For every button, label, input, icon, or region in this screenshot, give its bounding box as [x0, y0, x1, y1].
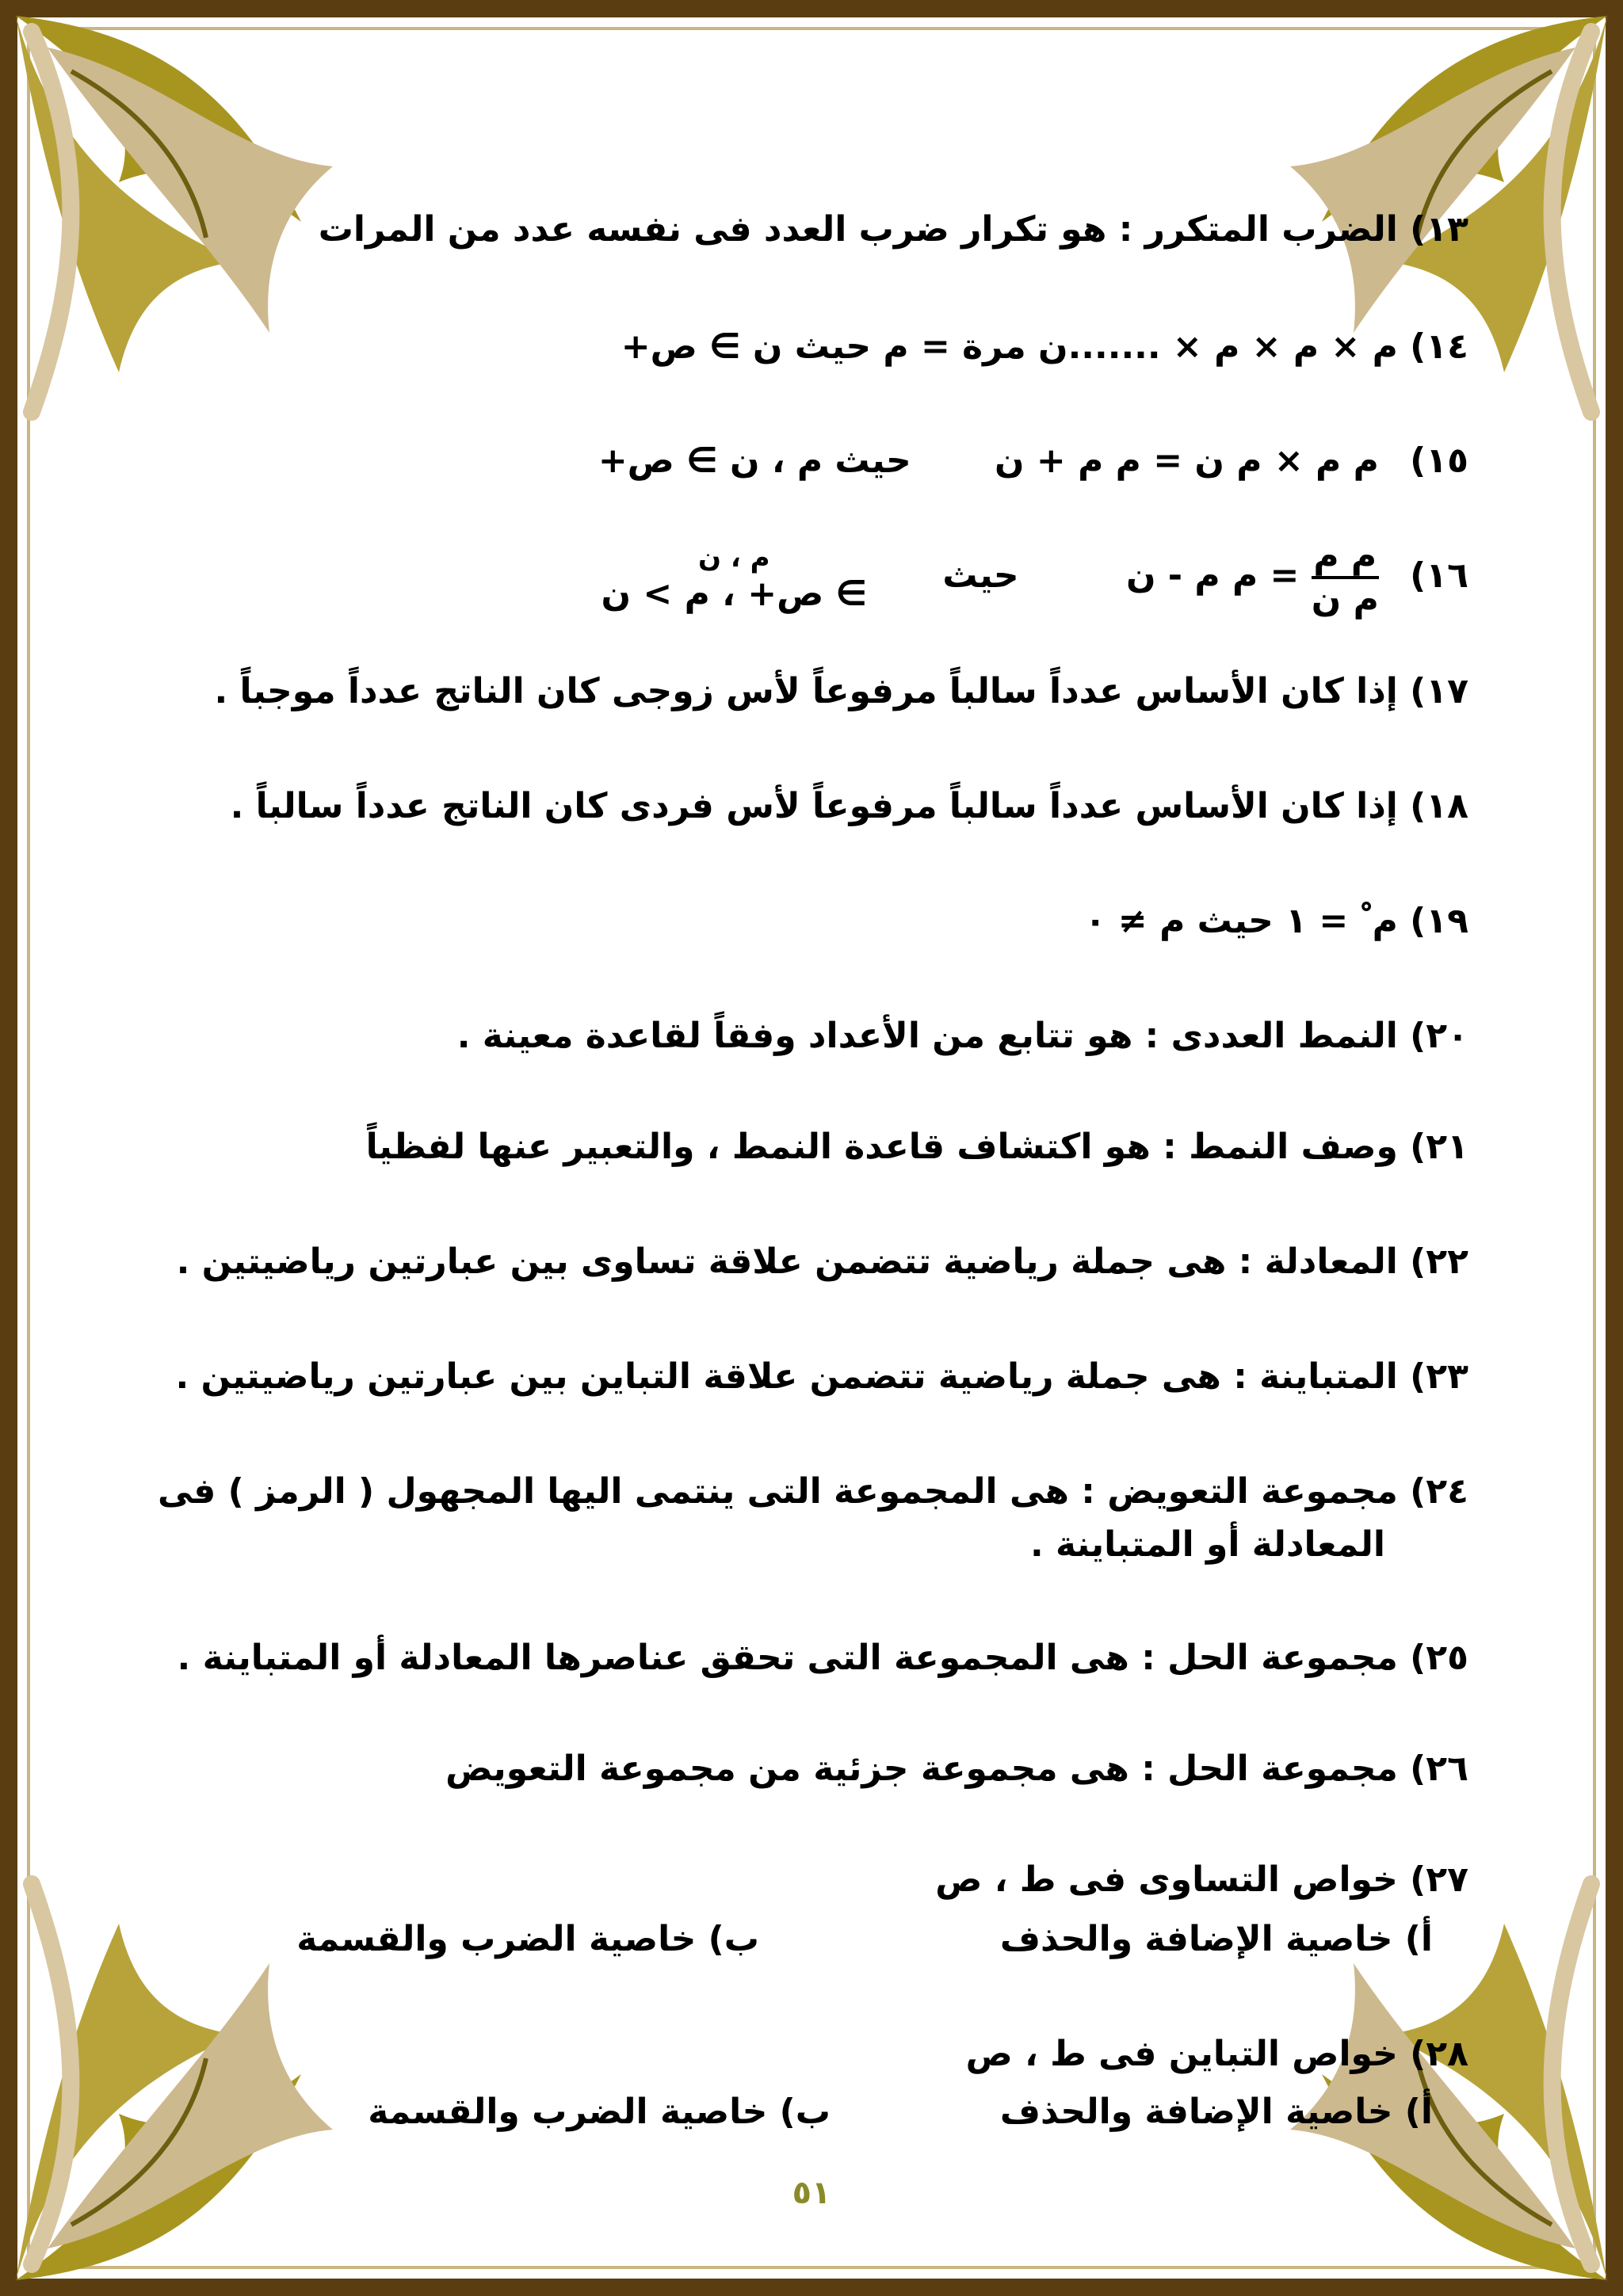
item-24: ٢٤) مجموعة التعويض : هى المجموعة التى ينتمى اليها المجهول ( الرمز ) فى	[158, 1471, 1468, 1512]
item-27-b: ب) خاصية الضرب والقسمة	[296, 1919, 759, 1959]
item-23: ٢٣) المتباينة : هى جملة رياضية تتضمن علاقة التباين بين عبارتين رياضيتين .	[175, 1356, 1468, 1397]
item-27-a: أ) خاصية الإضافة والحذف	[999, 1919, 1433, 1959]
item-15-expression: م م × م ن = م م + ن	[995, 441, 1379, 481]
item-27: ٢٧) خواص التساوى فى ط ، ص	[935, 1859, 1468, 1900]
item-28-a: أ) خاصية الإضافة والحذف	[999, 2092, 1433, 2132]
item-15	[598, 441, 1468, 481]
item-14: ١٤) م × م × م × .......ن مرة = م حيث ن ∋ ص+	[621, 326, 1468, 367]
item-21: ٢١) وصف النمط : هو اكتشاف قاعدة النمط ، والتعبير عنها لفظياً	[365, 1127, 1468, 1167]
item-15-condition: حيث م ، ن ∋ ص+	[598, 441, 911, 481]
item-28: ٢٨) خواص التباين فى ط ، ص	[965, 2034, 1468, 2074]
item-16	[601, 536, 1468, 620]
item-16-denominator: م ن	[1312, 576, 1379, 620]
item-16-label: ١٦)	[1410, 555, 1468, 596]
item-22: ٢٢) المعادلة : هى جملة رياضية تتضمن علاقة تساوى بين عبارتين رياضيتين .	[176, 1241, 1468, 1282]
item-16-where: حيث	[942, 555, 1019, 596]
item-16-condition: ∋ ص+ ، م > ن	[601, 573, 868, 614]
item-26: ٢٦) مجموعة الحل : هى مجموعة جزئية من مجموعة التعويض	[445, 1749, 1468, 1789]
item-16-rhs: = م م - ن	[1125, 555, 1300, 596]
item-16-condition-top: م ، ن	[698, 541, 770, 574]
item-16-numerator: م م	[1313, 536, 1377, 576]
item-16-condition-block	[601, 542, 867, 614]
item-16-fraction	[1312, 536, 1379, 620]
item-15-label: ١٥)	[1410, 441, 1468, 481]
item-13: ١٣) الضرب المتكرر : هو تكرار ضرب العدد فى نفسه عدد من المرات	[318, 209, 1468, 250]
item-17: ١٧) إذا كان الأساس عدداً سالباً مرفوعاً لأس زوجى كان الناتج عدداً موجباً .	[214, 671, 1468, 711]
item-18: ١٨) إذا كان الأساس عدداً سالباً مرفوعاً لأس فردى كان الناتج عدداً سالباً .	[230, 786, 1468, 826]
item-24-continuation: المعادلة أو المتباينة .	[1029, 1524, 1385, 1565]
item-20: ٢٠) النمط العددى : هو تتابع من الأعداد وفقاً لقاعدة معينة .	[456, 1016, 1468, 1056]
page-number: ٥١	[792, 2175, 831, 2211]
item-19: ١٩) م ْ = ١ حيث م ≠ ٠	[1084, 901, 1468, 941]
item-28-b: ب) خاصية الضرب والقسمة	[368, 2092, 831, 2132]
item-25: ٢٥) مجموعة الحل : هى المجموعة التى تحقق عناصرها المعادلة أو المتباينة .	[177, 1638, 1468, 1678]
